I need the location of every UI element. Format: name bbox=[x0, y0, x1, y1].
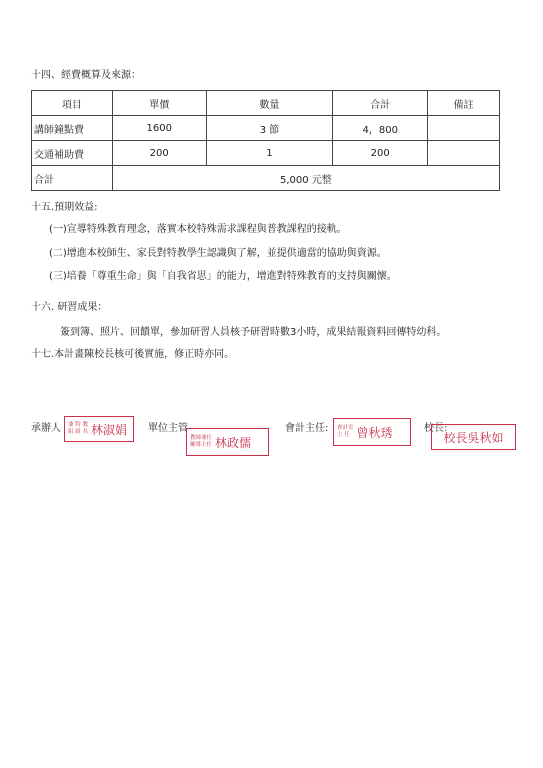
cell-item: 講師鐘點費 bbox=[32, 116, 113, 141]
undertaker-label: 承辦人 bbox=[31, 423, 61, 434]
unit-head-stamp bbox=[186, 428, 269, 456]
stamp-title-line: 主 任 bbox=[337, 432, 350, 438]
budget-sum-row bbox=[32, 166, 500, 191]
header-total: 合計 bbox=[333, 91, 428, 116]
section-16-body: 簽到簿、照片、回饋單，參加研習人員核予研習時數3小時，成果結報資料回傳特幼科。 bbox=[60, 327, 447, 338]
cell-item: 交通補助費 bbox=[32, 141, 113, 166]
budget-table bbox=[31, 90, 500, 191]
principal-label: 校長: bbox=[424, 423, 448, 434]
cell-total: 4，800 bbox=[333, 116, 428, 141]
stamp-name: 曾秋琇 bbox=[356, 425, 393, 440]
stamp-name: 校長吳秋如 bbox=[443, 430, 504, 445]
undertaker-stamp bbox=[64, 416, 134, 442]
header-item: 項目 bbox=[32, 91, 113, 116]
stamp-title-line: 兼 特 教 bbox=[68, 422, 88, 428]
stamp-title-line: 組 組 長 bbox=[68, 429, 88, 435]
cell-price: 1600 bbox=[112, 116, 206, 141]
cell-note bbox=[428, 141, 500, 166]
table-row bbox=[32, 141, 500, 166]
section-14-heading: 十四、經費概算及來源： bbox=[31, 70, 141, 81]
principal-stamp bbox=[431, 424, 516, 450]
header-price: 單價 bbox=[112, 91, 206, 116]
stamp-title-line: 教師兼任 bbox=[190, 435, 213, 441]
benefit-item-2: (二)增進本校師生、家長對特教學生認識與了解，並提供適當的協助與資源。 bbox=[49, 248, 387, 259]
section-16-heading: 十六. 研習成果： bbox=[31, 302, 108, 313]
cell-qty: 3 節 bbox=[206, 116, 333, 141]
accounting-head-label: 會計主任: bbox=[285, 423, 329, 434]
benefit-item-3: (三)培養「尊重生命」與「自我省思」的能力，增進對特殊教育的支持與關懷。 bbox=[49, 271, 397, 282]
stamp-name: 林淑娟 bbox=[91, 422, 128, 437]
section-15-heading: 十五.預期效益: bbox=[31, 202, 98, 213]
section-17-text: 十七.本計畫陳校長核可後實施，修正時亦同。 bbox=[31, 349, 235, 360]
cell-qty: 1 bbox=[206, 141, 333, 166]
sum-label: 合計 bbox=[32, 166, 113, 191]
cell-note bbox=[428, 116, 500, 141]
table-row bbox=[32, 116, 500, 141]
unit-head-label: 單位主管 bbox=[148, 423, 188, 434]
stamp-name: 林政儒 bbox=[215, 435, 252, 450]
budget-header-row bbox=[32, 91, 500, 116]
stamp-title-line: 輔導主任 bbox=[190, 442, 213, 448]
benefit-item-1: (一)宣導特殊教育理念，落實本校特殊需求課程與普教課程的接軌。 bbox=[49, 224, 347, 235]
stamp-title-line: 會計室 bbox=[337, 425, 354, 431]
cell-total: 200 bbox=[333, 141, 428, 166]
sum-value: 5,000 元整 bbox=[112, 166, 499, 191]
header-qty: 數量 bbox=[206, 91, 333, 116]
cell-price: 200 bbox=[112, 141, 206, 166]
header-note: 備註 bbox=[428, 91, 500, 116]
accounting-head-stamp bbox=[333, 418, 411, 446]
